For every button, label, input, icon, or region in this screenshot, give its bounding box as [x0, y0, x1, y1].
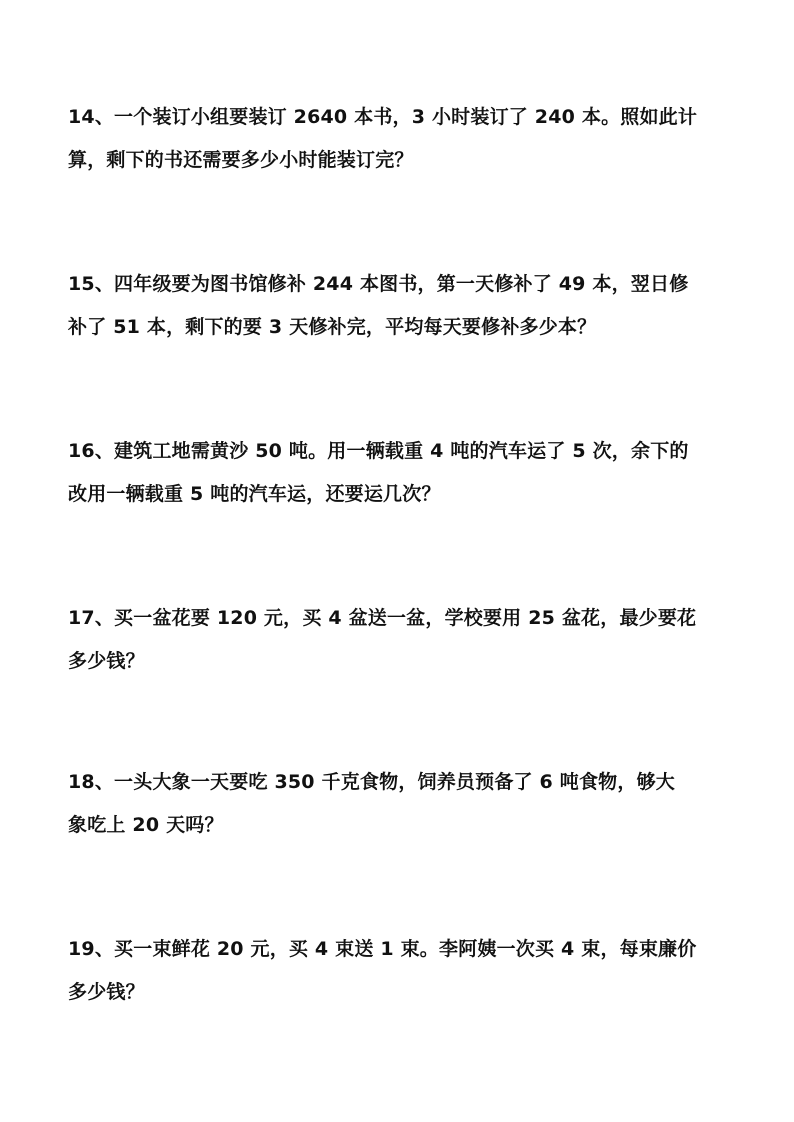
- problem-14-line-1: 14、一个装订小组要装订 2640 本书，3 小时装订了 240 本。照如此计: [68, 106, 698, 128]
- problem-19-line-2: 多少钱？: [68, 981, 145, 1003]
- problem-18: [68, 770, 728, 837]
- problem-19: [68, 937, 728, 1004]
- problem-14-line-2: 算，剩下的书还需要多少小时能装订完？: [68, 149, 414, 171]
- problem-15: [68, 272, 728, 339]
- problem-14: [68, 105, 728, 172]
- problem-16-line-2: 改用一辆载重 5 吨的汽车运，还要运几次？: [68, 483, 441, 505]
- problem-18-line-1: 18、一头大象一天要吃 350 千克食物，饲养员预备了 6 吨食物，够大: [68, 771, 675, 793]
- problem-19-line-1: 19、买一束鲜花 20 元，买 4 束送 1 束。李阿姨一次买 4 束，每束廉价: [68, 938, 697, 960]
- problem-15-line-1: 15、四年级要为图书馆修补 244 本图书，第一天修补了 49 本，翌日修: [68, 273, 689, 295]
- problem-16-line-1: 16、建筑工地需黄沙 50 吨。用一辆载重 4 吨的汽车运了 5 次，余下的: [68, 440, 689, 462]
- problem-16: [68, 439, 728, 506]
- problem-17-line-2: 多少钱？: [68, 650, 145, 672]
- problem-17: [68, 606, 728, 673]
- problem-17-line-1: 17、买一盆花要 120 元，买 4 盆送一盆，学校要用 25 盆花，最少要花: [68, 607, 697, 629]
- problem-15-line-2: 补了 51 本，剩下的要 3 天修补完，平均每天要修补多少本？: [68, 316, 597, 338]
- problem-18-line-2: 象吃上 20 天吗？: [68, 814, 224, 836]
